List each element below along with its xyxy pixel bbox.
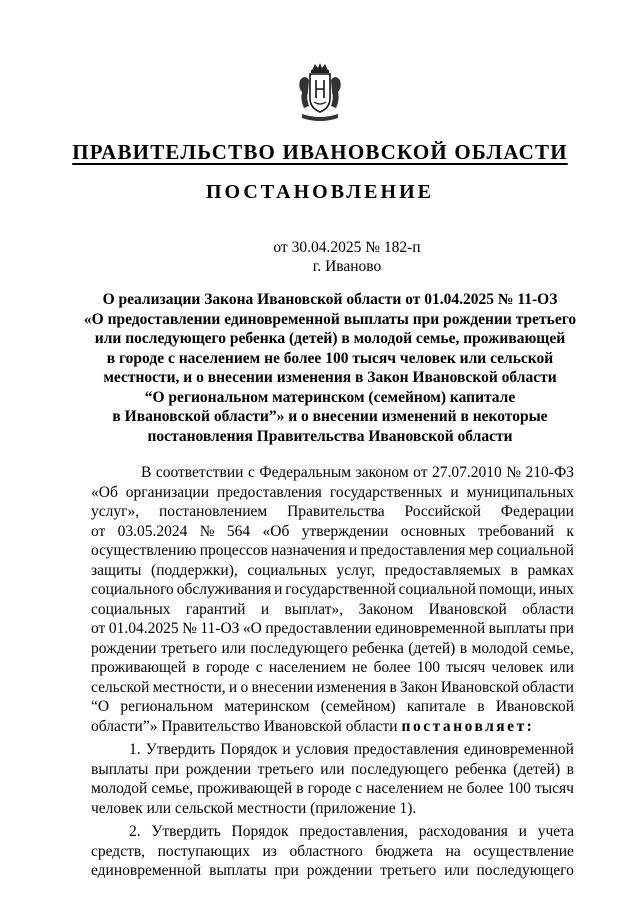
word: населением <box>268 659 346 676</box>
word: средств, <box>91 842 146 860</box>
word: сельской <box>91 678 150 696</box>
word: в <box>459 639 468 657</box>
word: Законом <box>358 600 414 618</box>
word: областного <box>289 842 363 860</box>
word: (детей) <box>408 639 456 657</box>
word: единовременной <box>91 862 202 879</box>
word: при <box>274 862 299 879</box>
word: последующего <box>350 760 449 778</box>
word: последующего <box>476 862 574 879</box>
word: утверждении <box>301 522 389 540</box>
word: от <box>91 522 106 540</box>
word: требований <box>477 522 555 540</box>
word: и <box>450 483 459 501</box>
word: предоставления <box>353 741 459 758</box>
word: Порядок <box>220 741 278 758</box>
paragraph-line <box>91 561 574 581</box>
word: условия <box>295 741 349 758</box>
word: законом <box>355 464 409 481</box>
word: предоставляемых <box>384 561 501 579</box>
word: предоставления, <box>299 823 409 840</box>
word: 2. <box>129 823 141 840</box>
word: на <box>445 842 461 860</box>
word: ребенка <box>352 639 404 657</box>
word: в <box>389 678 397 696</box>
word: или <box>320 760 345 778</box>
word: предоставления <box>360 542 466 559</box>
word: помощи, <box>478 581 537 598</box>
word: 03.05.2024 <box>117 522 188 540</box>
word: городе <box>307 780 352 797</box>
word: или <box>444 862 469 879</box>
word: мер <box>468 542 494 559</box>
word: и <box>348 542 358 559</box>
word: социальной <box>496 542 574 559</box>
word: предоставлении <box>265 620 372 637</box>
word: единовременной <box>463 741 574 758</box>
word: 100 <box>416 659 441 676</box>
item-line: человек или сельской местности (приложение 1). <box>91 799 417 817</box>
word: или <box>549 659 574 676</box>
paragraph-line <box>91 678 574 698</box>
decree-word: постановляет: <box>401 717 535 735</box>
item-line <box>91 842 574 862</box>
subject-line: “О региональном материнском (семейном) капитале <box>144 388 516 406</box>
word: Закон <box>400 678 438 696</box>
word: № <box>182 620 197 637</box>
item-line <box>91 760 574 780</box>
paragraph-line <box>91 463 574 483</box>
word: государственной <box>285 581 396 598</box>
word: 1. <box>129 741 141 758</box>
subject-line: в Ивановской области”» и о внесении изменений в некоторые <box>112 408 548 425</box>
word: и <box>518 823 527 840</box>
word: региональном <box>120 698 214 715</box>
word: местности, <box>152 678 226 696</box>
word: внесении <box>251 678 314 696</box>
word: рождении <box>185 760 252 778</box>
word: (семейном) <box>320 698 396 715</box>
word: молодой <box>91 780 148 797</box>
word: социального <box>91 581 174 598</box>
word: человек <box>491 659 544 676</box>
word: городе <box>205 659 250 676</box>
word: и <box>260 600 270 618</box>
document-city: г. Иваново <box>312 258 382 275</box>
word: Порядок <box>231 823 289 840</box>
paragraph-line <box>91 580 574 600</box>
word: 210-ФЗ <box>525 464 574 481</box>
word: защиты <box>91 561 142 579</box>
word: более <box>466 780 504 797</box>
word: социальных <box>247 561 327 579</box>
word: и <box>274 581 283 598</box>
word: 27.07.2010 <box>432 464 502 481</box>
word: услуг», <box>91 503 140 520</box>
word: семье, <box>532 639 574 657</box>
word: рождении <box>91 639 157 657</box>
document-date-number: от 30.04.2025 № 182-п <box>273 239 421 256</box>
word: единовременной <box>374 620 486 637</box>
word: с <box>247 464 255 481</box>
word: социальных <box>91 600 171 618</box>
word: осуществлению <box>91 542 197 559</box>
word: соответствии <box>155 464 244 481</box>
word: 01.04.2025 <box>108 620 179 637</box>
word: при <box>549 620 574 637</box>
word: капитале <box>406 698 466 715</box>
word: изменения <box>316 678 387 696</box>
word: в <box>296 780 304 797</box>
word: учета <box>537 823 574 840</box>
word: обслуживания <box>176 581 272 598</box>
word: последующего <box>250 639 348 657</box>
item-line <box>91 861 574 881</box>
word: «О <box>242 620 262 637</box>
word: и <box>228 678 238 696</box>
word: в <box>477 698 485 715</box>
paragraph-line <box>91 541 574 561</box>
word: социальной <box>398 581 476 598</box>
word: В <box>141 464 152 481</box>
word: с <box>255 659 263 676</box>
word: № <box>199 522 215 540</box>
word: постановлением <box>158 503 268 520</box>
word: выплат», <box>284 600 344 618</box>
word: выплаты <box>209 862 267 879</box>
word: 564 <box>226 522 251 540</box>
word: Утвердить <box>145 741 216 758</box>
government-title: ПРАВИТЕЛЬСТВО ИВАНОВСКОЙ ОБЛАСТИ <box>72 140 568 164</box>
paragraph-line <box>91 697 574 717</box>
word: № <box>506 464 522 481</box>
word: не <box>447 780 463 797</box>
word: третьего <box>257 760 314 778</box>
item-line <box>91 822 574 842</box>
word: в <box>566 760 574 778</box>
word: Федеральным <box>259 464 352 481</box>
word: 11-ОЗ <box>200 620 240 637</box>
word: муниципальных <box>466 483 574 501</box>
word: области <box>522 678 574 696</box>
word: о <box>240 678 249 696</box>
subject-line: или последующего ребенка (детей) в молодой семье, проживающей <box>94 330 566 347</box>
word: основных <box>400 522 466 540</box>
document-body <box>91 463 574 881</box>
word: Ивановской <box>440 678 519 696</box>
word: организации <box>125 483 210 501</box>
paragraph-line <box>91 658 574 678</box>
word: осуществление <box>473 842 574 860</box>
word: поступающих <box>157 842 250 860</box>
word: ребенка <box>454 760 507 778</box>
subject-line: О реализации Закона Ивановской области от 01.04.2025 № 11-ОЗ <box>102 291 558 308</box>
word: от <box>413 464 428 481</box>
coat-of-arms-icon <box>296 62 344 124</box>
word: области <box>522 600 574 618</box>
word: с <box>355 780 363 797</box>
word: к <box>566 522 574 540</box>
word: выплаты <box>488 620 547 637</box>
word: предоставления <box>216 483 322 501</box>
paragraph-line <box>91 600 574 620</box>
paragraph-line-text: области”» Правительство Ивановской области <box>91 717 398 735</box>
word: из <box>262 842 277 860</box>
word: третьего <box>160 639 217 657</box>
subject-line: «О предоставлении единовременной выплаты при рождении третьего <box>83 310 577 328</box>
subject-line: местности, и о внесении изменения в Закон Ивановской области <box>103 369 557 386</box>
word: иных <box>539 581 574 598</box>
word: населением <box>366 780 444 797</box>
word: назначения <box>271 542 346 559</box>
word: Федерации <box>500 503 574 520</box>
word: государственных <box>329 483 443 501</box>
paragraph-line <box>91 483 574 503</box>
word: рамках <box>527 561 574 579</box>
document-subject <box>70 290 590 446</box>
word: в <box>510 561 518 579</box>
word: материнском <box>224 698 310 715</box>
word: проживающей <box>91 659 187 676</box>
word: при <box>154 760 180 778</box>
document-type-title: ПОСТАНОВЛЕНИЕ <box>206 181 434 203</box>
word: проживающей <box>197 780 293 797</box>
subject-line: постановления Правительства Ивановской области <box>147 427 513 445</box>
word: тысяч <box>534 780 574 797</box>
word: от <box>91 620 106 637</box>
word: 100 <box>507 780 531 797</box>
word: (детей) <box>513 760 561 778</box>
word: Ивановской <box>428 600 507 618</box>
word: и <box>282 741 291 758</box>
word: Ивановской <box>495 698 574 715</box>
word: выплаты <box>91 760 149 778</box>
paragraph-line <box>91 639 574 659</box>
word: Российской <box>404 503 481 520</box>
word: «Об <box>262 522 290 540</box>
word: услуг, <box>336 561 376 579</box>
word: процессов <box>199 542 268 559</box>
paragraph-line <box>91 619 574 639</box>
paragraph-line <box>91 502 574 522</box>
subject-line: в городе с населением не более 100 тысяч человек или сельской <box>106 349 554 367</box>
paragraph-line <box>91 522 574 542</box>
word: «Об <box>91 483 118 501</box>
word: (поддержки), <box>151 561 238 579</box>
word: рождении <box>306 862 373 879</box>
word: гарантий <box>185 600 246 618</box>
word: более <box>373 659 411 676</box>
paragraph-line <box>91 717 574 737</box>
word: Утвердить <box>151 823 221 840</box>
word: расходования <box>418 823 508 840</box>
word: семье, <box>151 780 193 797</box>
word: Правительства <box>287 503 385 520</box>
word: третьего <box>380 862 437 879</box>
word: в <box>192 659 200 676</box>
word: или <box>221 639 246 657</box>
word: бюджета <box>375 842 434 860</box>
word: “О <box>91 698 110 715</box>
item-line <box>91 740 574 760</box>
item-line <box>91 779 574 799</box>
word: молодой <box>471 639 528 657</box>
word: тысяч <box>446 659 486 676</box>
word: не <box>352 659 368 676</box>
